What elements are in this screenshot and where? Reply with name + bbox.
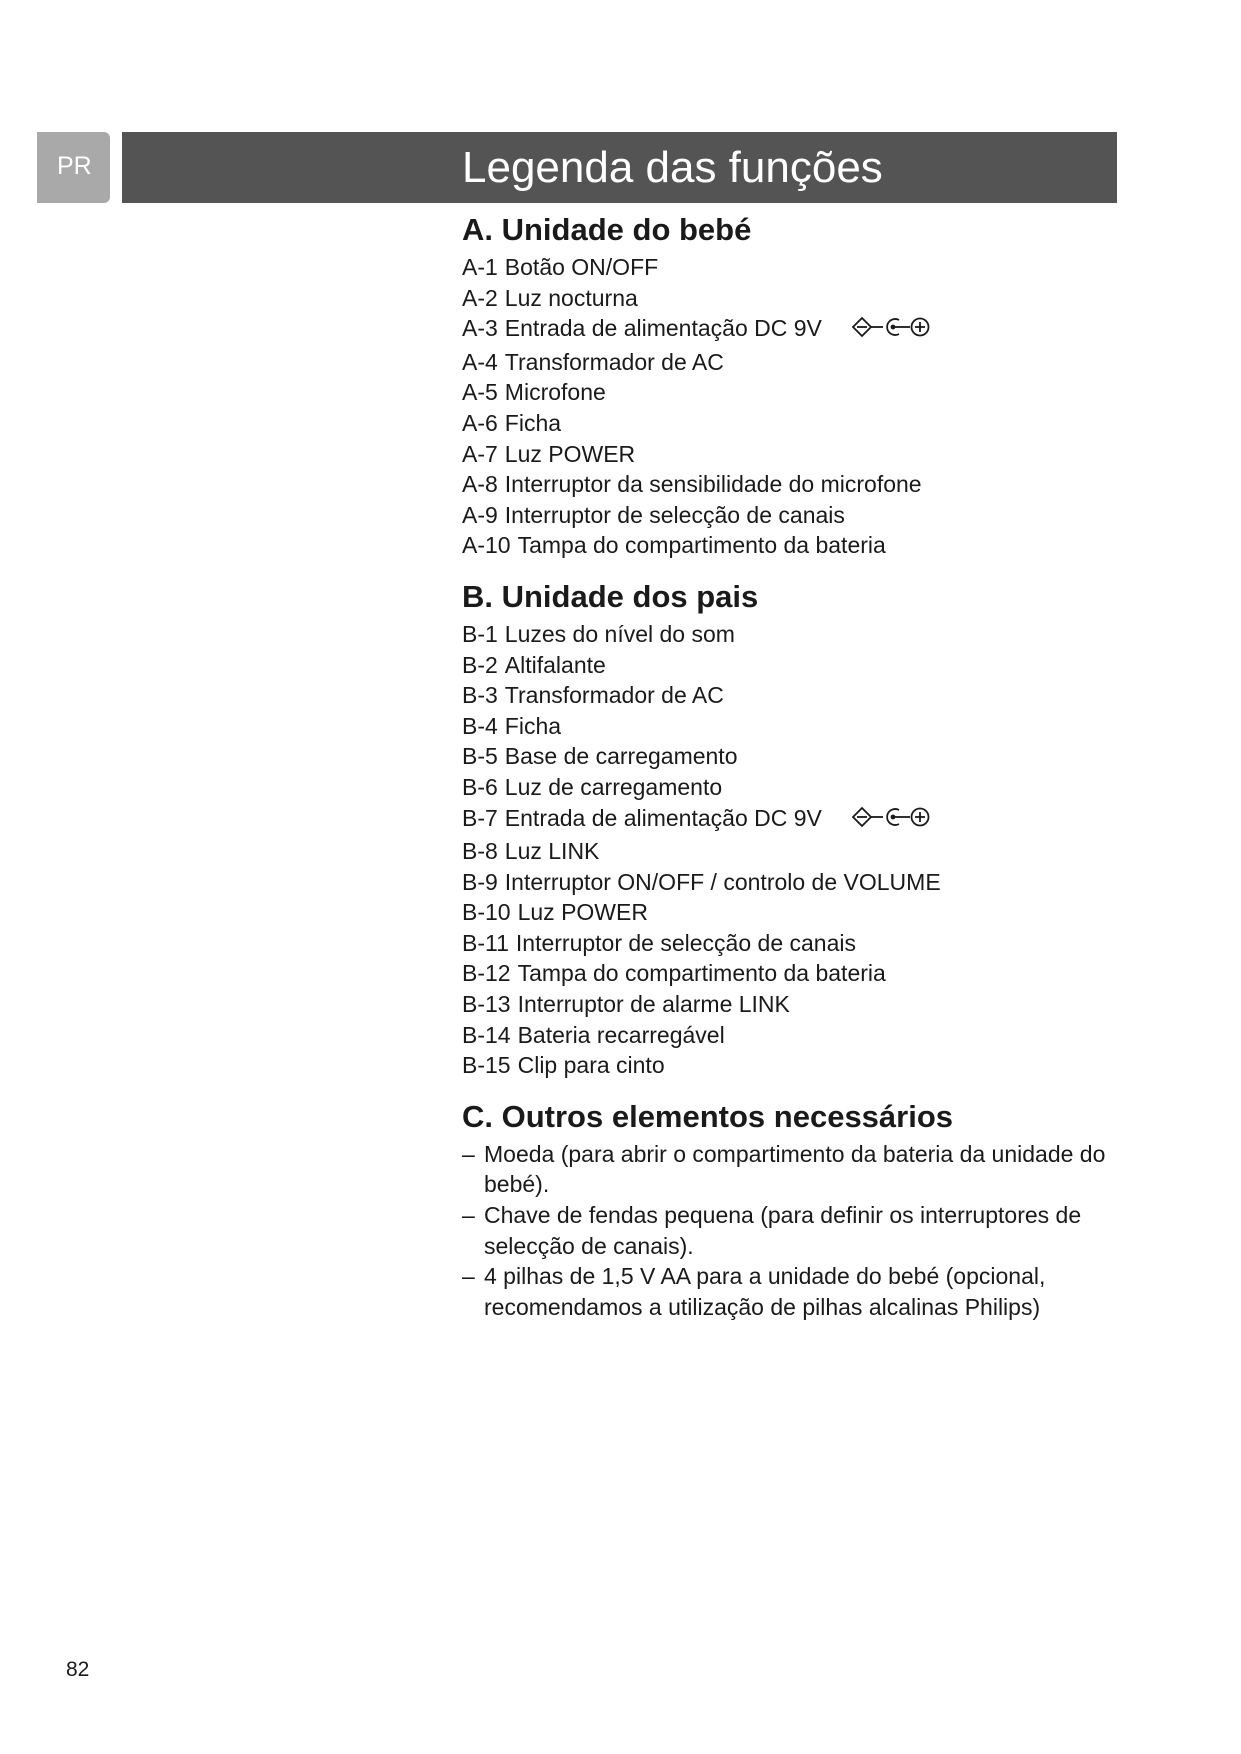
list-item — [462, 958, 1122, 989]
section-heading-other-items: C. Outros elementos necessários — [462, 1098, 954, 1134]
item-text: Chave de fendas pequena (para definir os interruptores de selecção de canais). — [484, 1202, 1082, 1259]
item-code: B-2 — [462, 651, 498, 678]
list-item — [462, 867, 1122, 898]
item-text: Interruptor ON/OFF / controlo de VOLUME — [504, 868, 941, 895]
list-item — [462, 650, 1122, 681]
list-item — [462, 1020, 1122, 1051]
title-bar — [122, 132, 1117, 203]
item-text: Interruptor da sensibilidade do microfone — [504, 471, 922, 498]
item-code: B-4 — [462, 712, 498, 739]
section-heading-baby-unit: A. Unidade do bebé — [462, 212, 752, 247]
list-item — [462, 500, 1122, 531]
section-heading-parent-unit: B. Unidade dos pais — [462, 578, 759, 614]
item-code: B-5 — [462, 743, 498, 770]
list-item — [462, 741, 1122, 772]
item-code: B-6 — [462, 773, 498, 800]
list-item — [462, 469, 1122, 500]
item-text: Transformador de AC — [504, 348, 724, 375]
list-item — [462, 897, 1122, 928]
item-code: A-9 — [462, 501, 498, 528]
list-item — [462, 377, 1122, 408]
item-code: B-9 — [462, 868, 498, 895]
item-text: Ficha — [504, 712, 562, 739]
list-item — [462, 803, 1122, 837]
item-code: B-10 — [462, 899, 511, 926]
item-text: Ficha — [504, 409, 562, 436]
item-code: B-8 — [462, 838, 498, 865]
list-item — [462, 313, 1122, 347]
item-code: B-11 — [462, 929, 509, 956]
item-code: B-15 — [462, 1052, 511, 1079]
page-title: Legenda das funções — [462, 143, 883, 192]
page-number: 82 — [66, 1658, 90, 1681]
item-text: Interruptor de alarme LINK — [517, 991, 790, 1018]
list-item — [462, 530, 1122, 561]
language-tab — [37, 132, 110, 203]
other-items-list — [462, 1139, 1122, 1323]
item-text: Transformador de AC — [504, 682, 724, 709]
list-item — [462, 928, 1122, 959]
item-text: Altifalante — [504, 651, 606, 678]
list-item — [462, 283, 1122, 314]
list-item — [462, 680, 1122, 711]
item-text: Bateria recarregável — [517, 1021, 725, 1048]
item-text: Tampa do compartimento da bateria — [517, 960, 886, 987]
list-item — [462, 439, 1122, 470]
list-item — [462, 252, 1122, 283]
item-text: Interruptor de selecção de canais — [504, 501, 845, 528]
list-item — [462, 989, 1122, 1020]
dash-bullet: – — [462, 1202, 475, 1229]
item-text: Luz LINK — [504, 838, 600, 865]
list-item — [462, 408, 1122, 439]
list-item — [462, 836, 1122, 867]
section-spacer — [462, 561, 1122, 575]
item-code: A-5 — [462, 379, 498, 406]
dc-polarity-icon — [850, 315, 936, 347]
item-code: A-7 — [462, 440, 498, 467]
list-item — [462, 347, 1122, 378]
item-code: B-13 — [462, 991, 511, 1018]
item-code: A-4 — [462, 348, 498, 375]
list-item — [462, 772, 1122, 803]
item-text: Base de carregamento — [504, 743, 738, 770]
item-code: A-10 — [462, 532, 511, 559]
item-text: 4 pilhas de 1,5 V AA para a unidade do bebé (opcional, recomendamos a utilização de pilhas alcalinas Philips) — [484, 1263, 1046, 1320]
item-text: Luz de carregamento — [504, 773, 723, 800]
parent-unit-list — [462, 619, 1122, 1081]
item-text: Entrada de alimentação DC 9V — [504, 315, 822, 342]
list-item — [462, 1261, 1122, 1322]
item-code: B-3 — [462, 682, 498, 709]
list-item — [462, 1139, 1122, 1200]
dash-bullet: – — [462, 1263, 475, 1290]
section-spacer — [462, 1081, 1122, 1095]
item-text: Interruptor de selecção de canais — [515, 929, 856, 956]
dc-polarity-icon — [850, 805, 936, 837]
dash-bullet: – — [462, 1140, 475, 1167]
item-text: Entrada de alimentação DC 9V — [504, 804, 822, 831]
item-text: Moeda (para abrir o compartimento da bateria da unidade do bebé). — [484, 1140, 1106, 1198]
item-text: Luz POWER — [517, 899, 648, 926]
content — [462, 208, 1122, 1322]
item-text: Luz POWER — [504, 440, 636, 467]
item-code: A-6 — [462, 409, 498, 436]
item-code: B-7 — [462, 804, 498, 831]
item-text: Luz nocturna — [504, 284, 638, 311]
list-item — [462, 1050, 1122, 1081]
item-code: A-3 — [462, 315, 498, 342]
list-item — [462, 711, 1122, 742]
item-code: A-1 — [462, 254, 498, 280]
list-item — [462, 1200, 1122, 1261]
item-text: Microfone — [504, 379, 606, 406]
item-code: B-1 — [462, 620, 498, 647]
item-text: Luzes do nível do som — [504, 620, 735, 647]
list-item — [462, 619, 1122, 650]
baby-unit-list — [462, 252, 1122, 561]
language-tab-label: PR — [57, 152, 92, 180]
item-code: A-2 — [462, 284, 498, 311]
item-code: B-12 — [462, 960, 511, 987]
item-code: A-8 — [462, 471, 498, 498]
item-text: Botão ON/OFF — [504, 254, 659, 280]
item-text: Tampa do compartimento da bateria — [517, 532, 886, 559]
item-text: Clip para cinto — [517, 1052, 665, 1079]
item-code: B-14 — [462, 1021, 511, 1048]
